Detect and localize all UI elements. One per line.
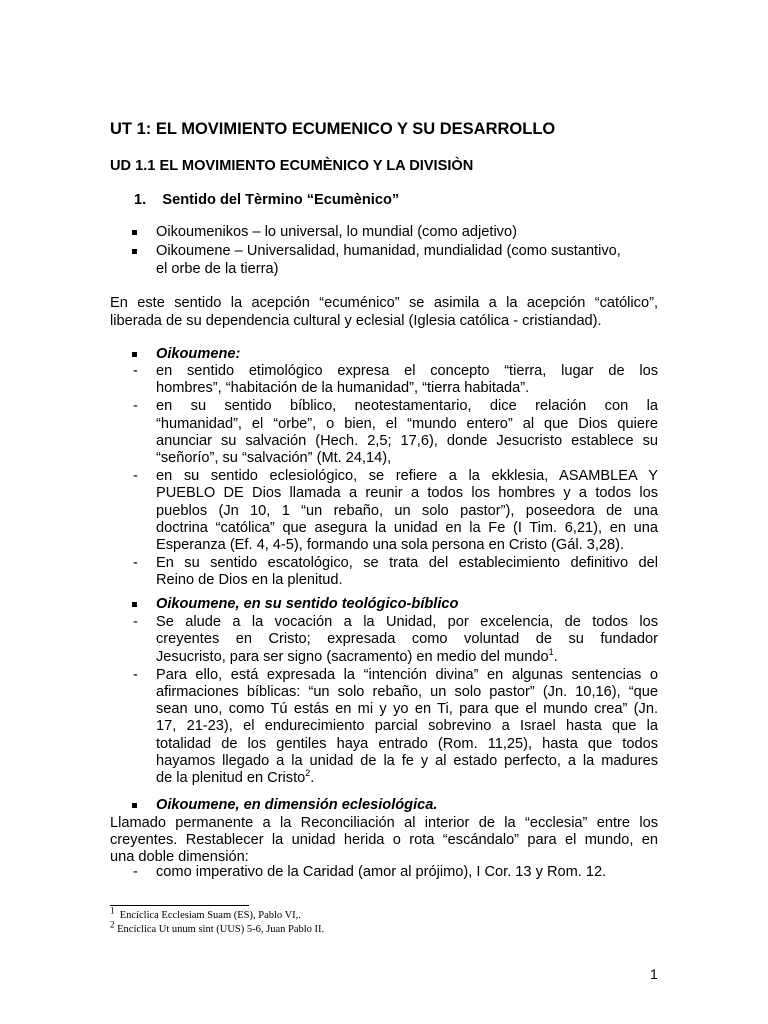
dash-marker: - — [133, 468, 138, 484]
bullet-icon — [132, 799, 137, 816]
footnote-separator — [110, 905, 249, 906]
paragraph-line: creyentes. Restablecer la unidad herida o rota “escándalo” para el mundo, en — [110, 832, 658, 848]
section-title: Sentido del Tèrmino “Ecumènico” — [162, 192, 400, 208]
dash-marker: - — [133, 398, 138, 415]
list-item-line: en su sentido eclesiológico, se refiere a la ekklesia, ASAMBLEA Y — [156, 468, 658, 484]
paragraph-line: una doble dimensión: — [110, 849, 249, 865]
footnote-1: $^1$ Encíclica Ecclesiam Suam (ES), Pablo VI,. — [110, 905, 301, 921]
list-item: Oikoumene – Universalidad, humanidad, mundialidad (como sustantivo, — [156, 243, 621, 259]
list-item-line: afirmaciones bíblicas: “un solo rebaño, un solo pastor” (Jn. 10,16), “que — [156, 683, 658, 700]
bullet-icon — [132, 598, 137, 615]
list-item-line: 17, 21-23), el endurecimiento parcial sobrevino a Israel hasta que la — [156, 718, 658, 735]
list-item-line: hayamos llegado a la unidad de la fe y al estado perfecto, a la madures — [156, 753, 658, 769]
list-item-line: creyentes en Cristo; expresada como voluntad de su fundador — [156, 631, 658, 648]
list-item-line: de la plenitud en Cristo$^2$. — [156, 768, 315, 787]
list-item-line: Esperanza (Ef. 4, 4-5), formando una sola persona en Cristo (Gál. 3,28). — [156, 537, 625, 554]
list-item-line: en sentido etimológico expresa el concepto “tierra, lugar de los — [156, 363, 658, 379]
list-item-line: en su sentido bíblico, neotestamentario, dice relación con la — [156, 398, 658, 415]
list-item-line: totalidad de los gentiles haya entrado (Rom. 11,25), hasta que todos — [156, 735, 658, 752]
block3-heading: Oikoumene, en dimensión eclesiológica. — [156, 797, 438, 813]
dash-marker: - — [133, 614, 138, 630]
list-item-line: sean uno, como Tú estás en mi y yo en Ti, para que el mundo crea” (Jn. — [156, 701, 658, 718]
dash-marker: - — [133, 864, 138, 880]
list-item-line: Se alude a la vocación a la Unidad, por excelencia, de todos los — [156, 614, 658, 630]
list-item-line: Jesucristo, para ser signo (sacramento) en medio del mundo$^1$. — [156, 646, 558, 665]
bullet-icon — [132, 226, 137, 243]
footnote-2: $^2$ Encíclica Ut unum sint (UUS) 5-6, Juan Pablo II. — [110, 919, 325, 935]
document-title: UT 1: EL MOVIMIENTO ECUMENICO Y SU DESARROLLO — [110, 120, 556, 138]
bullet-icon — [132, 245, 137, 262]
block1-heading: Oikoumene: — [156, 346, 241, 362]
list-item-line: doctrina “católica” que asegura la unidad en la Fe (I Tim. 6,21), en una — [156, 519, 658, 536]
section-number: 1. — [134, 192, 147, 208]
list-item-line: “señorío”, su “salvación” (Mt. 24,14), — [156, 450, 392, 467]
footnote-reference: 1 — [548, 646, 554, 657]
document-subtitle: UD 1.1 EL MOVIMIENTO ECUMÈNICO Y LA DIVISIÒN — [110, 158, 474, 174]
paragraph-line: Llamado permanente a la Reconciliación al interior de la “ecclesia” entre los — [110, 815, 658, 831]
dash-marker: - — [133, 363, 138, 379]
list-item-line: Reino de Dios en la plenitud. — [156, 572, 343, 589]
footnote-reference: 2 — [305, 768, 311, 779]
list-item: Oikoumenikos – lo universal, lo mundial (como adjetivo) — [156, 224, 517, 240]
paragraph-line: En este sentido la acepción “ecuménico” se asimila a la acepción “católico”, — [110, 295, 658, 311]
list-item: como imperativo de la Caridad (amor al prójimo), I Cor. 13 y Rom. 12. — [156, 864, 607, 880]
block2-heading: Oikoumene, en su sentido teológico-bíblico — [156, 596, 459, 612]
list-item-line: En su sentido escatológico, se trata del establecimiento definitivo del — [156, 555, 658, 572]
section-heading — [134, 192, 399, 209]
list-item-continuation: el orbe de la tierra) — [156, 261, 279, 277]
dash-marker: - — [133, 555, 138, 572]
list-item-line: PUEBLO DE Dios llamada a reunir a todos los hombres y a todos los — [156, 485, 658, 502]
paragraph-line: liberada de su dependencia cultural y eclesial (Iglesia católica - cristiandad). — [110, 313, 602, 329]
list-item-line: anunciar su salvación (Hech. 2,5; 17,6), donde Jesucristo establece su — [156, 432, 658, 449]
list-item-line: pueblos (Jn 10, 1 “un rebaño, un solo pastor”), poseedora de una — [156, 502, 658, 519]
list-item-line: Para ello, está expresada la “intención divina” en algunas sentencias o — [156, 666, 658, 683]
page-number: 1 — [650, 966, 658, 982]
list-item-line: “humanidad”, el “orbe”, o bien, el “mundo entero” al que Dios quiere — [156, 415, 658, 432]
list-item-line: hombres”, “habitación de la humanidad”, “tierra habitada”. — [156, 380, 530, 397]
dash-marker: - — [133, 666, 138, 683]
